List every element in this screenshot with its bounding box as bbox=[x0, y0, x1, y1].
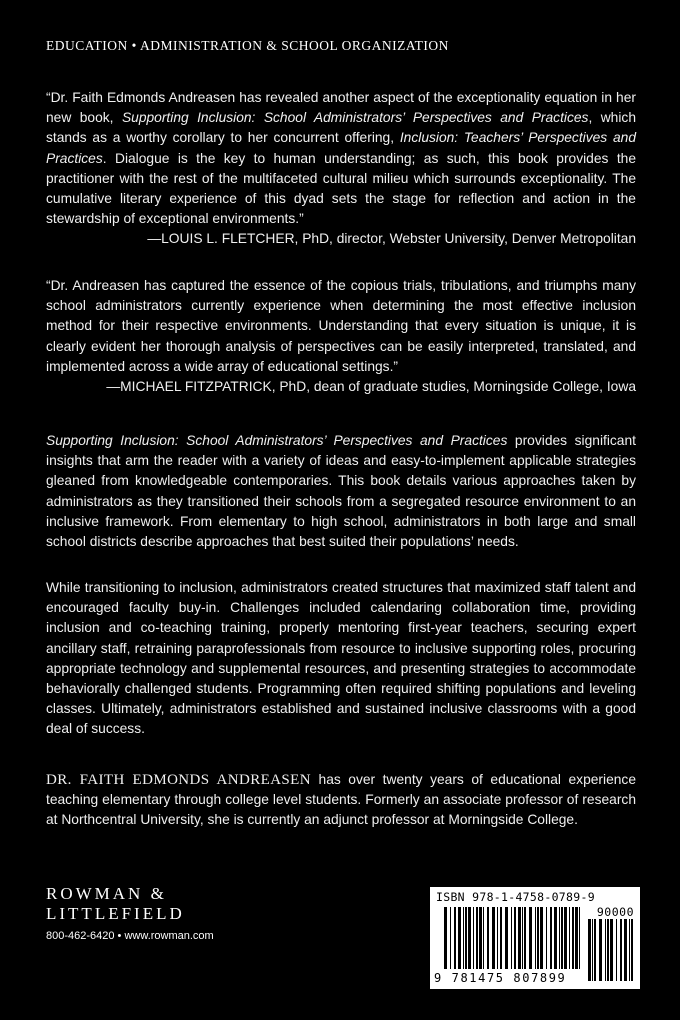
quote-2-text: “Dr. Andreasen has captured the essence of the copious trials, tribulations, and triumphs many school administrators currently experience when determining the most effective inclusion method for their respective environments. Understanding that every situation is unique, it is clearly evident her thorough analysis of perspectives can be easily interpreted, translated, and implemented across a wide array of educational settings.” bbox=[46, 278, 636, 374]
quote-1-attribution: —LOUIS L. FLETCHER, PhD, director, Webster University, Denver Metropolitan bbox=[147, 231, 636, 247]
quote-2-attribution: —MICHAEL FITZPATRICK, PhD, dean of graduate studies, Morningside College, Iowa bbox=[106, 379, 636, 395]
ean-number: 9 781475 807899 bbox=[434, 971, 567, 985]
author-name: DR. FAITH EDMONDS ANDREASEN bbox=[46, 772, 311, 788]
author-bio: DR. FAITH EDMONDS ANDREASEN has over twenty years of educational experience teaching elementary through college level students. Formerly an associate professor of research at Northcentral University, she is currently an adjunct professor at Morningside College. bbox=[46, 772, 637, 828]
book-title: Supporting Inclusion: School Administrators’ Perspectives and Practices bbox=[121, 110, 589, 126]
companion-book-title: Inclusion: Teachers’ Perspectives and Practices bbox=[46, 130, 636, 166]
publisher-contact: 800-462-6420 • www.rowman.com bbox=[46, 930, 214, 942]
description-book-title: Supporting Inclusion: School Administrators’ Perspectives and Practices bbox=[46, 433, 508, 448]
description-paragraph-1: Supporting Inclusion: School Administrators’ Perspectives and Practices provides significant insights that arm the reader with a variety of ideas and easy-to-implement applicable strategies gleaned from knowledgeable contemporaries. This book details various approaches taken by administrators as they transitioned their schools from a segregated resource environment to an inclusive framework. From elementary to high school, administrators in both large and small school districts describe approaches that best suited their populations’ needs. bbox=[46, 433, 636, 550]
publisher-logo bbox=[46, 884, 214, 942]
endorsement-quote-1 bbox=[46, 88, 636, 250]
isbn-barcode bbox=[430, 887, 640, 989]
endorsement-quote-2 bbox=[46, 276, 636, 397]
description-paragraph-2: While transitioning to inclusion, administrators created structures that maximized staff talent and encouraged faculty buy-in. Challenges included calendaring collaboration time, providing inclusion and co-teaching training, properly mentoring first-year teachers, securing expert ancillary staff, retraining paraprofessionals from resource to inclusive supporting roles, procuring appropriate technology and supplemental resources, and presenting strategies to accommodate behaviorally challenged students. Programming often required shifting populations and leveling classes. Ultimately, administrators established and sustained inclusive classrooms with a good deal of success. bbox=[46, 580, 636, 737]
quote-1-text: “Dr. Faith Edmonds Andreasen has revealed another aspect of the exceptionality equation in her new book, Supporting Inclusion: School Administrators’ Perspectives and Practices, which stands as a worthy corollary to her concurrent offering, Inclusion: Teachers’ Perspectives and Practices. Dialogue is the key to human understanding; as such, this book provides the practitioner with the rest of the multifaceted cultural milieu which surrounds exceptionality. The cumulative literary experience of this dyad sets the stage for reflection and action in the stewardship of exceptional environments.” bbox=[46, 90, 636, 227]
category-label: EDUCATION • ADMINISTRATION & SCHOOL ORGANIZATION bbox=[46, 38, 449, 53]
isbn-number: ISBN 978-1-4758-0789-9 bbox=[436, 890, 595, 904]
publisher-name-line-2: LITTLEFIELD bbox=[46, 904, 185, 923]
price-addon: 90000 bbox=[596, 905, 634, 919]
publisher-name-line-1: ROWMAN & bbox=[46, 884, 167, 903]
